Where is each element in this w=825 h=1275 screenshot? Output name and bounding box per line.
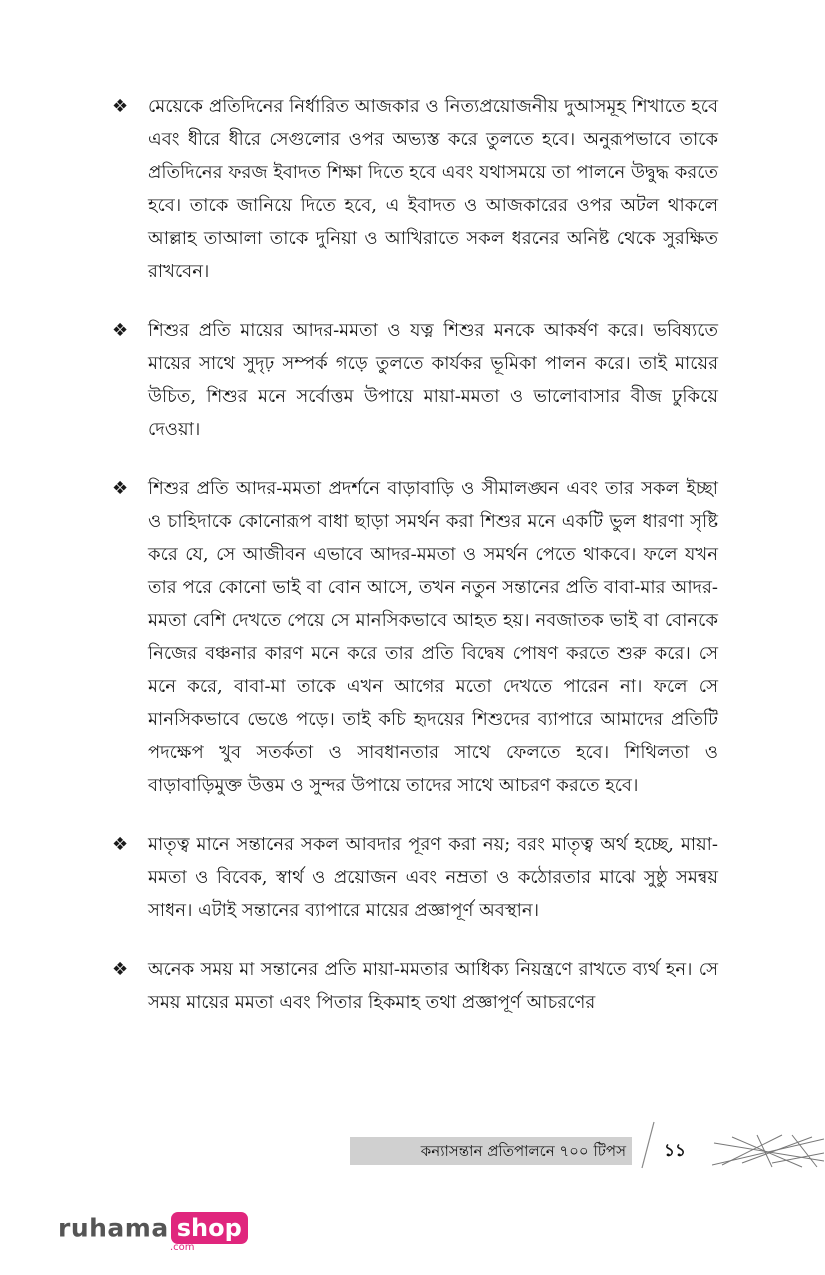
logo-domain-text: .com — [170, 1242, 195, 1253]
diamond-bullet-icon: ❖ — [112, 96, 129, 117]
diamond-bullet-icon: ❖ — [112, 834, 129, 855]
tip-item — [112, 314, 718, 446]
tip-text: অনেক সময় মা সন্তানের প্রতি মায়া-মমতার আধিক্য নিয়ন্ত্রণে রাখতে ব্যর্থ হন। সে সময় মায়ের মমতা এবং পিতার হিকমাহ তথা প্রজ্ঞাপূর্ণ আচরণের — [148, 959, 718, 1013]
decorative-hatch-icon — [712, 1133, 824, 1169]
tip-text: শিশুর প্রতি মায়ের আদর-মমতা ও যত্ন শিশুর মনকে আকর্ষণ করে। ভবিষ্যতে মায়ের সাথে সুদৃঢ় সম্পর্ক গড়ে তুলতে কার্যকর ভূমিকা পালন করে। তাই মায়ের উচিত, শিশুর মনে সর্বোত্তম উপায়ে মায়া-মমতা ও ভালোবাসার বীজ ঢুকিয়ে দেওয়া। — [148, 320, 718, 440]
tip-text: মেয়েকে প্রতিদিনের নির্ধারিত আজকার ও নিত্যপ্রয়োজনীয় দুআসমূহ শিখাতে হবে এবং ধীরে ধীরে সেগুলোর ওপর অভ্যস্ত করে তুলতে হবে। অনুরূপভাবে তাকে প্রতিদিনের ফরজ ইবাদত শিক্ষা দিতে হবে এবং যথাসময়ে তা পালনে উদ্বুদ্ধ করতে হবে। তাকে জানিয়ে দিতে হবে, এ ইবাদত ও আজকারের ওপর অটল থাকলে আল্লাহ তাআলা তাকে দুনিয়া ও আখিরাতে সকল ধরনের অনিষ্ট থেকে সুরক্ষিত রাখবেন। — [148, 96, 718, 282]
page-number: ১১ — [664, 1141, 687, 1161]
ruhamashop-logo — [58, 1212, 248, 1252]
tip-item — [112, 828, 718, 927]
logo-brand-text: ruhama — [58, 1213, 169, 1243]
page-body — [112, 90, 718, 1045]
tip-item — [112, 953, 718, 1019]
tip-text: মাতৃত্ব মানে সন্তানের সকল আবদার পূরণ করা নয়; বরং মাতৃত্ব অর্থ হচ্ছে, মায়া-মমতা ও বিবেক, স্বার্থ ও প্রয়োজন এবং নম্রতা ও কঠোরতার মাঝে সুষ্ঠু সমন্বয় সাধন। এটাই সন্তানের ব্যাপারে মায়ের প্রজ্ঞাপূর্ণ অবস্থান। — [148, 834, 718, 921]
tip-item — [112, 472, 718, 802]
diamond-bullet-icon: ❖ — [112, 959, 129, 980]
tip-item — [112, 90, 718, 288]
diamond-bullet-icon: ❖ — [112, 478, 129, 499]
tip-text: শিশুর প্রতি আদর-মমতা প্রদর্শনে বাড়াবাড়ি ও সীমালঙ্ঘন এবং তার সকল ইচ্ছা ও চাহিদাকে কোনোরূপ বাধা ছাড়া সমর্থন করা শিশুর মনে একটি ভুল ধারণা সৃষ্টি করে যে, সে আজীবন এভাবে আদর-মমতা ও সমর্থন পেতে থাকবে। ফলে যখন তার পরে কোনো ভাই বা বোন আসে, তখন নতুন সন্তানের প্রতি বাবা-মার আদর-মমতা বেশি দেখতে পেয়ে সে মানসিকভাবে আহত হয়। নবজাতক ভাই বা বোনকে নিজের বঞ্চনার কারণ মনে করে তার প্রতি বিদ্বেষ পোষণ করতে শুরু করে। সে মনে করে, বাবা-মা তাকে এখন আগের মতো দেখতে পারেন না। ফলে সে মানসিকভাবে ভেঙে পড়ে। তাই কচি হৃদয়ের শিশুদের ব্যাপারে আমাদের প্রতিটি পদক্ষেপ খুব সতর্কতা ও সাবধানতার সাথে ফেলতে হবে। শিথিলতা ও বাড়াবাড়িমুক্ত উত্তম ও সুন্দর উপায়ে তাদের সাথে আচরণ করতে হবে। — [148, 478, 718, 796]
logo-shop-badge: shop — [171, 1212, 248, 1244]
diamond-bullet-icon: ❖ — [112, 320, 129, 341]
footer-divider-slash — [636, 1120, 660, 1170]
running-footer-title: কন্যাসন্তান প্রতিপালনে ৭০০ টিপস — [420, 1142, 626, 1160]
